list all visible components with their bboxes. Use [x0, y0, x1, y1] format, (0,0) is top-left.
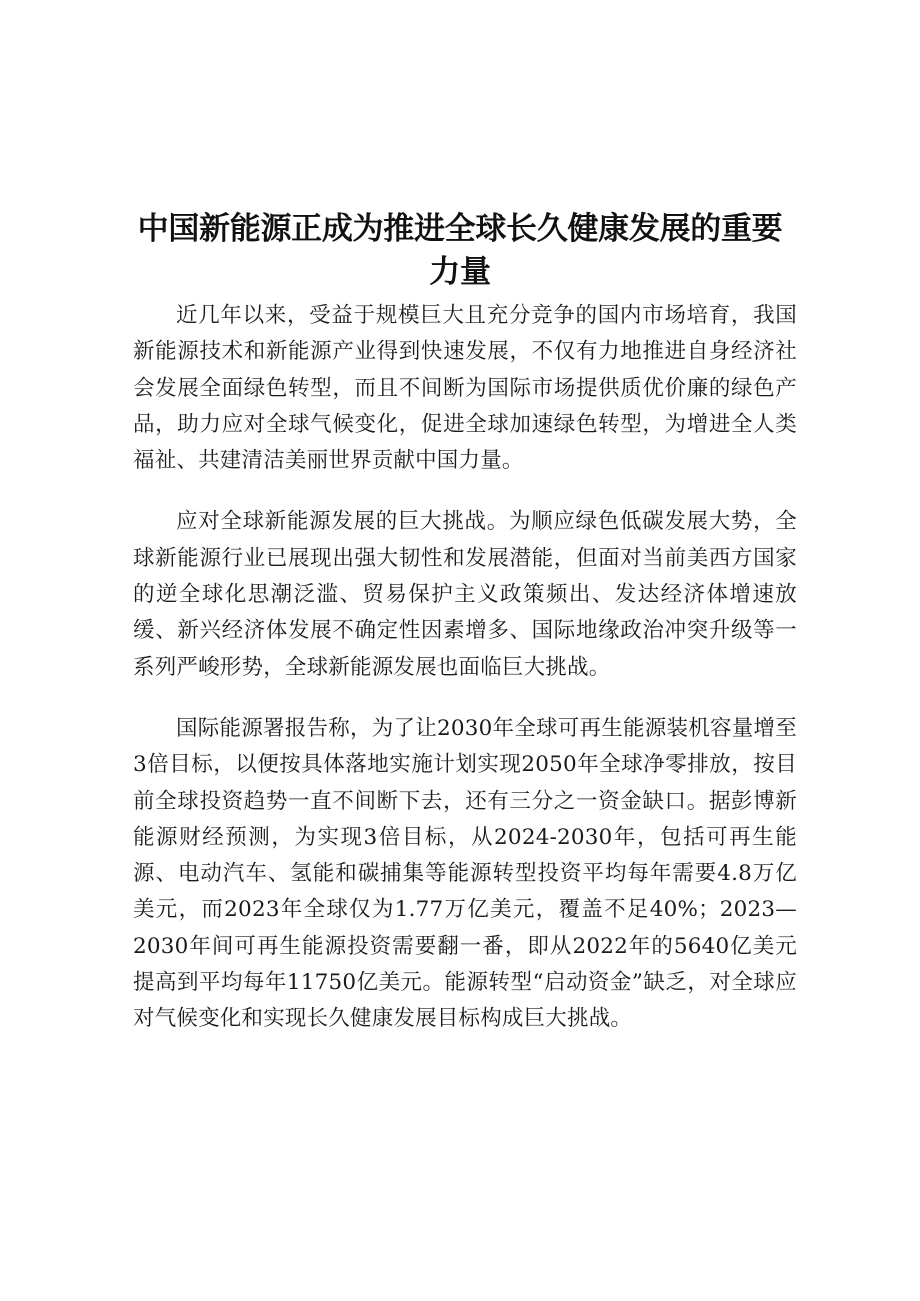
document-title: 中国新能源正成为推进全球长久健康发展的重要力量 [137, 211, 783, 290]
paragraph-2: 应对全球新能源发展的巨大挑战。为顺应绿色低碳发展大势，全球新能源行业已展现出强大韧性和发展潜能，但面对当前美西方国家的逆全球化思潮泛滥、贸易保护主义政策频出、发达经济体增速放缓、新兴经济体发展不确定性因素增多、国际地缘政治冲突升级等一系列严峻形势，全球新能源发展也面临巨大挑战。 [133, 509, 797, 680]
paragraph-1: 近几年以来，受益于规模巨大且充分竞争的国内市场培育，我国新能源技术和新能源产业得到快速发展，不仅有力地推进自身经济社会发展全面绿色转型，而且不间断为国际市场提供质优价廉的绿色产品，助力应对全球气候变化，促进全球加速绿色转型，为增进全人类福祉、共建清洁美丽世界贡献中国力量。 [133, 303, 797, 474]
document-body [133, 298, 797, 1038]
paragraph-3: 国际能源署报告称，为了让2030年全球可再生能源装机容量增至3倍目标，以便按具体落地实施计划实现2050年全球净零排放，按目前全球投资趋势一直不间断下去，还有三分之一资金缺口。据彭博新能源财经预测，为实现3倍目标，从2024-2030年，包括可再生能源、电动汽车、氢能和碳捕集等能源转型投资平均每年需要4.8万亿美元，而2023年全球仅为1.77万亿美元，覆盖不足40%；2023—2030年间可再生能源投资需要翻一番，即从2022年的5640亿美元提高到平均每年11750亿美元。能源转型“启动资金”缺乏，对全球应对气候变化和实现长久健康发展目标构成巨大挑战。 [133, 715, 797, 1032]
